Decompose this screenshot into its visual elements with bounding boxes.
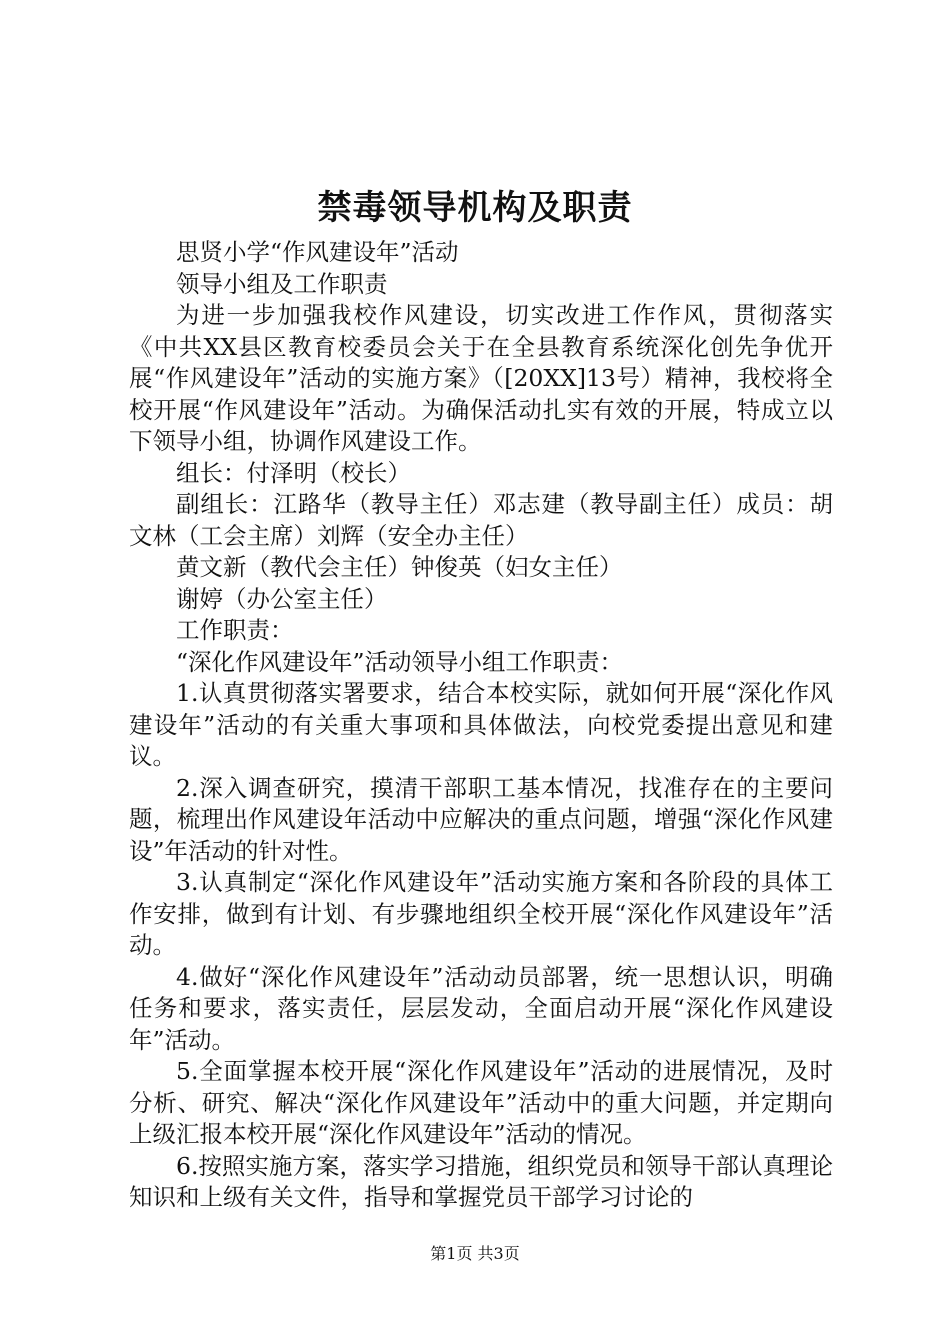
paragraph: 谢婷（办公室主任） [176, 584, 388, 613]
paragraph: 5.全面掌握本校开展“深化作风建设年”活动的进展情况，及时分析、研究、解决“深化作风建设年”活动中的重大问题，并定期向上级汇报本校开展“深化作风建设年”活动的情况。 [129, 1057, 833, 1148]
paragraph: 1.认真贯彻落实署要求，结合本校实际，就如何开展“深化作风建设年”活动的有关重大事项和具体做法，向校党委提出意见和建议。 [129, 679, 833, 770]
paragraph: 黄文新（教代会主任）钟俊英（妇女主任） [176, 553, 623, 581]
paragraph: 4.做好“深化作风建设年”活动动员部署，统一思想认识，明确任务和要求，落实责任，层层发动，全面启动开展“深化作风建设年”活动。 [129, 962, 833, 1054]
paragraph: 领导小组及工作职责 [176, 269, 388, 298]
document-body [129, 237, 833, 1214]
paragraph: 工作职责： [176, 616, 294, 644]
page-number-footer: 第1页 共3页 [430, 1244, 520, 1263]
paragraph: 为进一步加强我校作风建设，切实改进工作作风，贯彻落实《中共XX县区教育校委员会关于在全县教育系统深化创先争优开展“作风建设年”活动的实施方案》（[20XX]13号）精神，我校将全校开展“作风建设年”活动。为确保活动扎实有效的开展，特成立以下领导小组，协调作风建设工作。 [129, 301, 833, 455]
document-title: 禁毒领导机构及职责 [317, 188, 633, 228]
paragraph: 组长：付泽明（校长） [176, 458, 411, 487]
paragraph: “深化作风建设年”活动领导小组工作职责： [176, 647, 624, 676]
paragraph: 3.认真制定“深化作风建设年”活动实施方案和各阶段的具体工作安排，做到有计划、有步骤地组织全校开展“深化作风建设年”活动。 [129, 868, 833, 959]
paragraph: 副组长：江路华（教导主任）邓志建（教导副主任）成员：胡文林（工会主席）刘辉（安全办主任） [129, 490, 833, 550]
paragraph: 思贤小学“作风建设年”活动 [176, 238, 459, 266]
paragraph: 2.深入调查研究，摸清干部职工基本情况，找准存在的主要问题，梳理出作风建设年活动中应解决的重点问题，增强“深化作风建设”年活动的针对性。 [129, 773, 833, 865]
paragraph: 6.按照实施方案，落实学习措施，组织党员和领导干部认真理论知识和上级有关文件，指导和掌握党员干部学习讨论的 [129, 1151, 833, 1211]
